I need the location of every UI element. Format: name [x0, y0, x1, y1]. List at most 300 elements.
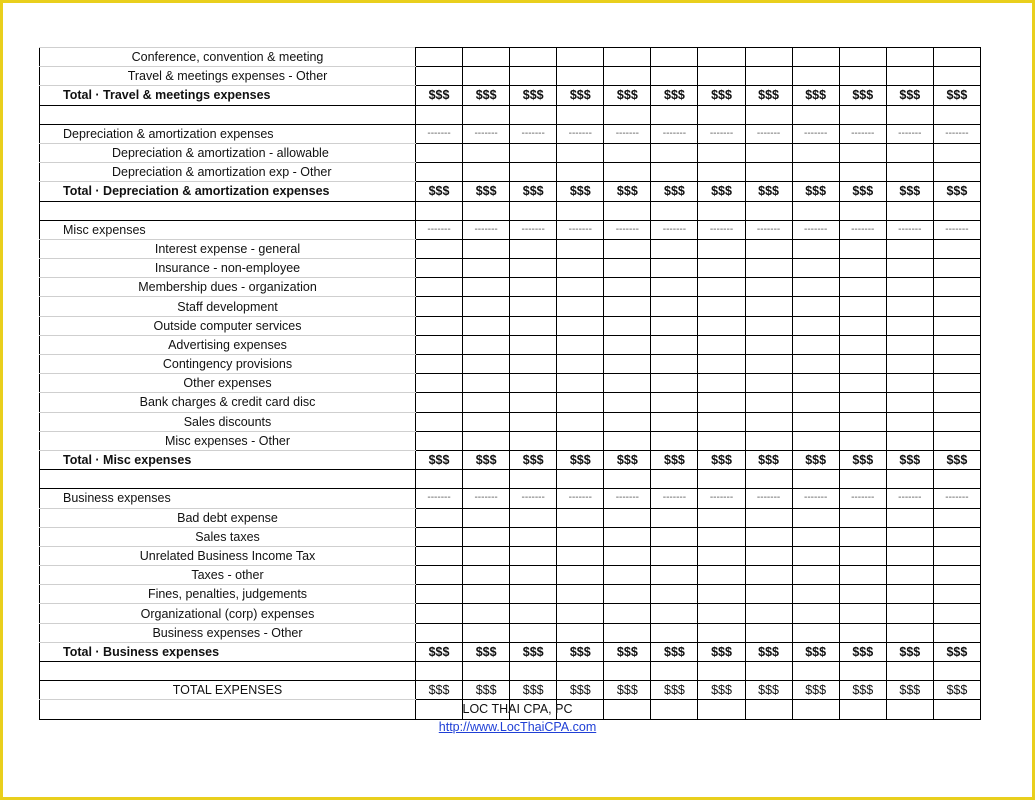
value-cell [839, 374, 886, 393]
value-cell [651, 297, 698, 316]
row-label: Business expenses [40, 489, 416, 508]
value-cell: $$$ [557, 86, 604, 105]
value-cell [792, 470, 839, 489]
value-cell [886, 604, 933, 623]
value-cell [463, 431, 510, 450]
item-row [40, 48, 981, 67]
value-cell [463, 297, 510, 316]
value-cell [886, 335, 933, 354]
value-cell [839, 67, 886, 86]
value-cell: ------- [463, 220, 510, 239]
spacer-row [40, 105, 981, 124]
value-cell [933, 259, 980, 278]
value-cell [557, 566, 604, 585]
value-cell: $$$ [886, 681, 933, 700]
value-cell [745, 297, 792, 316]
value-cell: ------- [886, 489, 933, 508]
value-cell: $$$ [416, 450, 463, 469]
value-cell [651, 278, 698, 297]
total-row [40, 182, 981, 201]
value-cell: ------- [698, 220, 745, 239]
value-cell [557, 470, 604, 489]
value-cell [604, 546, 651, 565]
value-cell [886, 67, 933, 86]
row-label [40, 470, 416, 489]
value-cell [886, 239, 933, 258]
value-cell: ------- [604, 220, 651, 239]
value-cell [839, 662, 886, 681]
value-cell [604, 393, 651, 412]
value-cell [839, 239, 886, 258]
value-cell [651, 335, 698, 354]
row-label: Travel & meetings expenses - Other [40, 67, 416, 86]
value-cell [651, 239, 698, 258]
value-cell: $$$ [463, 681, 510, 700]
value-cell: $$$ [933, 86, 980, 105]
value-cell [839, 105, 886, 124]
item-row [40, 623, 981, 642]
value-cell [416, 239, 463, 258]
value-cell [604, 374, 651, 393]
value-cell [698, 297, 745, 316]
value-cell: $$$ [792, 450, 839, 469]
expense-table [39, 47, 981, 720]
value-cell [604, 508, 651, 527]
value-cell [745, 623, 792, 642]
value-cell [839, 412, 886, 431]
value-cell: ------- [839, 124, 886, 143]
row-label: Other expenses [40, 374, 416, 393]
value-cell [510, 393, 557, 412]
value-cell [557, 623, 604, 642]
value-cell [651, 393, 698, 412]
value-cell [416, 585, 463, 604]
value-cell [698, 604, 745, 623]
value-cell [510, 508, 557, 527]
row-label: Outside computer services [40, 316, 416, 335]
value-cell [557, 546, 604, 565]
value-cell [745, 105, 792, 124]
value-cell: $$$ [510, 182, 557, 201]
item-row [40, 239, 981, 258]
value-cell [416, 412, 463, 431]
value-cell [510, 163, 557, 182]
item-row [40, 508, 981, 527]
value-cell: $$$ [698, 182, 745, 201]
value-cell [557, 48, 604, 67]
value-cell [745, 163, 792, 182]
value-cell [557, 239, 604, 258]
value-cell: ------- [557, 220, 604, 239]
value-cell [510, 355, 557, 374]
value-cell [933, 527, 980, 546]
value-cell: $$$ [651, 642, 698, 661]
value-cell: ------- [416, 489, 463, 508]
value-cell [745, 355, 792, 374]
item-row [40, 259, 981, 278]
value-cell: $$$ [463, 182, 510, 201]
value-cell: $$$ [886, 450, 933, 469]
row-label: Misc expenses [40, 220, 416, 239]
item-row [40, 527, 981, 546]
value-cell [698, 143, 745, 162]
value-cell: $$$ [792, 86, 839, 105]
value-cell: $$$ [886, 182, 933, 201]
value-cell [463, 335, 510, 354]
value-cell [463, 374, 510, 393]
value-cell [604, 278, 651, 297]
value-cell [604, 623, 651, 642]
value-cell [933, 201, 980, 220]
value-cell [416, 374, 463, 393]
value-cell [886, 105, 933, 124]
value-cell [416, 259, 463, 278]
value-cell [416, 623, 463, 642]
value-cell [510, 297, 557, 316]
value-cell [604, 335, 651, 354]
value-cell [839, 623, 886, 642]
value-cell: ------- [886, 220, 933, 239]
value-cell [933, 374, 980, 393]
value-cell [604, 355, 651, 374]
value-cell: $$$ [698, 450, 745, 469]
value-cell: ------- [510, 124, 557, 143]
value-cell [463, 163, 510, 182]
value-cell [886, 546, 933, 565]
item-row [40, 546, 981, 565]
value-cell [745, 67, 792, 86]
value-cell [651, 412, 698, 431]
value-cell [557, 259, 604, 278]
value-cell: ------- [839, 220, 886, 239]
value-cell: ------- [886, 124, 933, 143]
value-cell [510, 374, 557, 393]
value-cell: $$$ [839, 681, 886, 700]
value-cell: $$$ [698, 86, 745, 105]
value-cell [698, 67, 745, 86]
grand-row [40, 681, 981, 700]
value-cell [557, 662, 604, 681]
value-cell [933, 623, 980, 642]
value-cell: ------- [463, 489, 510, 508]
item-row [40, 143, 981, 162]
value-cell [886, 585, 933, 604]
value-cell [557, 508, 604, 527]
value-cell [510, 278, 557, 297]
value-cell [604, 143, 651, 162]
value-cell [933, 546, 980, 565]
value-cell [933, 604, 980, 623]
item-row [40, 355, 981, 374]
value-cell: $$$ [886, 86, 933, 105]
row-label [40, 105, 416, 124]
value-cell [698, 259, 745, 278]
value-cell [745, 566, 792, 585]
value-cell [886, 297, 933, 316]
value-cell: ------- [557, 489, 604, 508]
value-cell [698, 163, 745, 182]
value-cell [557, 585, 604, 604]
value-cell: $$$ [933, 642, 980, 661]
row-label: Total · Misc expenses [40, 450, 416, 469]
value-cell [651, 662, 698, 681]
value-cell [463, 105, 510, 124]
value-cell [557, 335, 604, 354]
value-cell: $$$ [510, 86, 557, 105]
value-cell [792, 297, 839, 316]
value-cell [745, 335, 792, 354]
item-row [40, 393, 981, 412]
value-cell [604, 259, 651, 278]
value-cell [792, 374, 839, 393]
value-cell: ------- [557, 124, 604, 143]
value-cell: $$$ [557, 450, 604, 469]
value-cell [651, 163, 698, 182]
value-cell [886, 355, 933, 374]
value-cell: $$$ [463, 642, 510, 661]
value-cell: $$$ [651, 182, 698, 201]
value-cell [416, 546, 463, 565]
value-cell [792, 105, 839, 124]
item-row [40, 67, 981, 86]
item-row [40, 604, 981, 623]
value-cell: $$$ [604, 450, 651, 469]
value-cell: $$$ [416, 86, 463, 105]
value-cell [698, 105, 745, 124]
value-cell [933, 316, 980, 335]
value-cell [792, 527, 839, 546]
value-cell: $$$ [651, 450, 698, 469]
value-cell [698, 508, 745, 527]
value-cell [463, 48, 510, 67]
value-cell: ------- [745, 220, 792, 239]
value-cell [839, 143, 886, 162]
value-cell [933, 662, 980, 681]
item-row [40, 374, 981, 393]
value-cell [933, 412, 980, 431]
value-cell [933, 163, 980, 182]
value-cell [557, 374, 604, 393]
value-cell [510, 239, 557, 258]
row-label: Total · Business expenses [40, 642, 416, 661]
value-cell [510, 585, 557, 604]
value-cell: $$$ [792, 182, 839, 201]
value-cell: ------- [792, 220, 839, 239]
item-row [40, 412, 981, 431]
row-label: Advertising expenses [40, 335, 416, 354]
value-cell [698, 566, 745, 585]
row-label [40, 662, 416, 681]
value-cell [510, 143, 557, 162]
value-cell [510, 48, 557, 67]
value-cell [416, 335, 463, 354]
value-cell [886, 412, 933, 431]
row-label: Misc expenses - Other [40, 431, 416, 450]
value-cell [416, 662, 463, 681]
value-cell [651, 431, 698, 450]
value-cell [792, 163, 839, 182]
item-row [40, 163, 981, 182]
value-cell [604, 470, 651, 489]
value-cell [463, 393, 510, 412]
value-cell [651, 566, 698, 585]
value-cell [463, 239, 510, 258]
value-cell [745, 374, 792, 393]
value-cell [416, 201, 463, 220]
value-cell: ------- [839, 489, 886, 508]
value-cell [510, 67, 557, 86]
value-cell: $$$ [745, 642, 792, 661]
value-cell [792, 546, 839, 565]
value-cell [839, 201, 886, 220]
value-cell [886, 393, 933, 412]
value-cell [792, 662, 839, 681]
value-cell [698, 527, 745, 546]
company-url-link[interactable]: http://www.LocThaiCPA.com [438, 720, 597, 734]
value-cell [416, 297, 463, 316]
header-row [40, 124, 981, 143]
item-row [40, 316, 981, 335]
value-cell: $$$ [557, 642, 604, 661]
value-cell: $$$ [839, 450, 886, 469]
value-cell: ------- [745, 489, 792, 508]
value-cell [510, 335, 557, 354]
value-cell [698, 662, 745, 681]
value-cell [604, 566, 651, 585]
value-cell [698, 393, 745, 412]
value-cell: ------- [651, 489, 698, 508]
value-cell [745, 546, 792, 565]
value-cell [510, 431, 557, 450]
value-cell: $$$ [745, 182, 792, 201]
value-cell [933, 508, 980, 527]
value-cell [416, 105, 463, 124]
value-cell [745, 316, 792, 335]
row-label [40, 201, 416, 220]
company-name: LOC THAI CPA, PC [462, 702, 573, 716]
value-cell: $$$ [839, 86, 886, 105]
value-cell: $$$ [557, 681, 604, 700]
value-cell [604, 604, 651, 623]
value-cell [933, 105, 980, 124]
value-cell [510, 412, 557, 431]
value-cell [792, 335, 839, 354]
value-cell [557, 431, 604, 450]
company-url-container [0, 720, 1035, 734]
item-row [40, 585, 981, 604]
value-cell [698, 239, 745, 258]
item-row [40, 431, 981, 450]
value-cell [698, 48, 745, 67]
value-cell [604, 163, 651, 182]
value-cell [557, 201, 604, 220]
value-cell: $$$ [604, 86, 651, 105]
value-cell: $$$ [745, 86, 792, 105]
value-cell [416, 163, 463, 182]
row-label: Depreciation & amortization exp - Other [40, 163, 416, 182]
spacer-row [40, 662, 981, 681]
value-cell [886, 662, 933, 681]
value-cell [463, 201, 510, 220]
row-label: Sales discounts [40, 412, 416, 431]
value-cell [933, 470, 980, 489]
value-cell [792, 143, 839, 162]
row-label: Insurance - non-employee [40, 259, 416, 278]
value-cell [604, 316, 651, 335]
value-cell: $$$ [886, 642, 933, 661]
value-cell [557, 412, 604, 431]
value-cell [745, 48, 792, 67]
value-cell [886, 374, 933, 393]
row-label: Staff development [40, 297, 416, 316]
value-cell [839, 546, 886, 565]
value-cell: $$$ [698, 642, 745, 661]
value-cell: $$$ [933, 450, 980, 469]
value-cell [698, 623, 745, 642]
value-cell: $$$ [604, 642, 651, 661]
value-cell: $$$ [839, 642, 886, 661]
value-cell: $$$ [933, 182, 980, 201]
value-cell [839, 163, 886, 182]
value-cell [745, 585, 792, 604]
value-cell [698, 316, 745, 335]
value-cell: $$$ [933, 681, 980, 700]
value-cell [839, 604, 886, 623]
value-cell [416, 393, 463, 412]
value-cell: $$$ [416, 681, 463, 700]
value-cell [745, 527, 792, 546]
value-cell [463, 259, 510, 278]
value-cell: $$$ [557, 182, 604, 201]
value-cell [510, 623, 557, 642]
value-cell [933, 297, 980, 316]
row-label: Fines, penalties, judgements [40, 585, 416, 604]
value-cell [839, 297, 886, 316]
value-cell [651, 585, 698, 604]
value-cell [839, 316, 886, 335]
value-cell [651, 546, 698, 565]
value-cell: $$$ [698, 681, 745, 700]
value-cell [792, 278, 839, 297]
item-row [40, 278, 981, 297]
value-cell [510, 105, 557, 124]
row-label: Unrelated Business Income Tax [40, 546, 416, 565]
value-cell: ------- [651, 124, 698, 143]
value-cell [698, 355, 745, 374]
value-cell: $$$ [604, 182, 651, 201]
value-cell [792, 239, 839, 258]
value-cell [745, 201, 792, 220]
value-cell [933, 335, 980, 354]
value-cell [886, 623, 933, 642]
value-cell [416, 355, 463, 374]
value-cell [745, 508, 792, 527]
value-cell [416, 604, 463, 623]
value-cell [557, 105, 604, 124]
value-cell [792, 412, 839, 431]
value-cell [933, 431, 980, 450]
row-label: Total · Travel & meetings expenses [40, 86, 416, 105]
value-cell [604, 585, 651, 604]
value-cell [651, 527, 698, 546]
header-row [40, 489, 981, 508]
value-cell [745, 431, 792, 450]
value-cell [745, 393, 792, 412]
row-label: Taxes - other [40, 566, 416, 585]
value-cell [416, 143, 463, 162]
value-cell [886, 316, 933, 335]
value-cell [698, 585, 745, 604]
